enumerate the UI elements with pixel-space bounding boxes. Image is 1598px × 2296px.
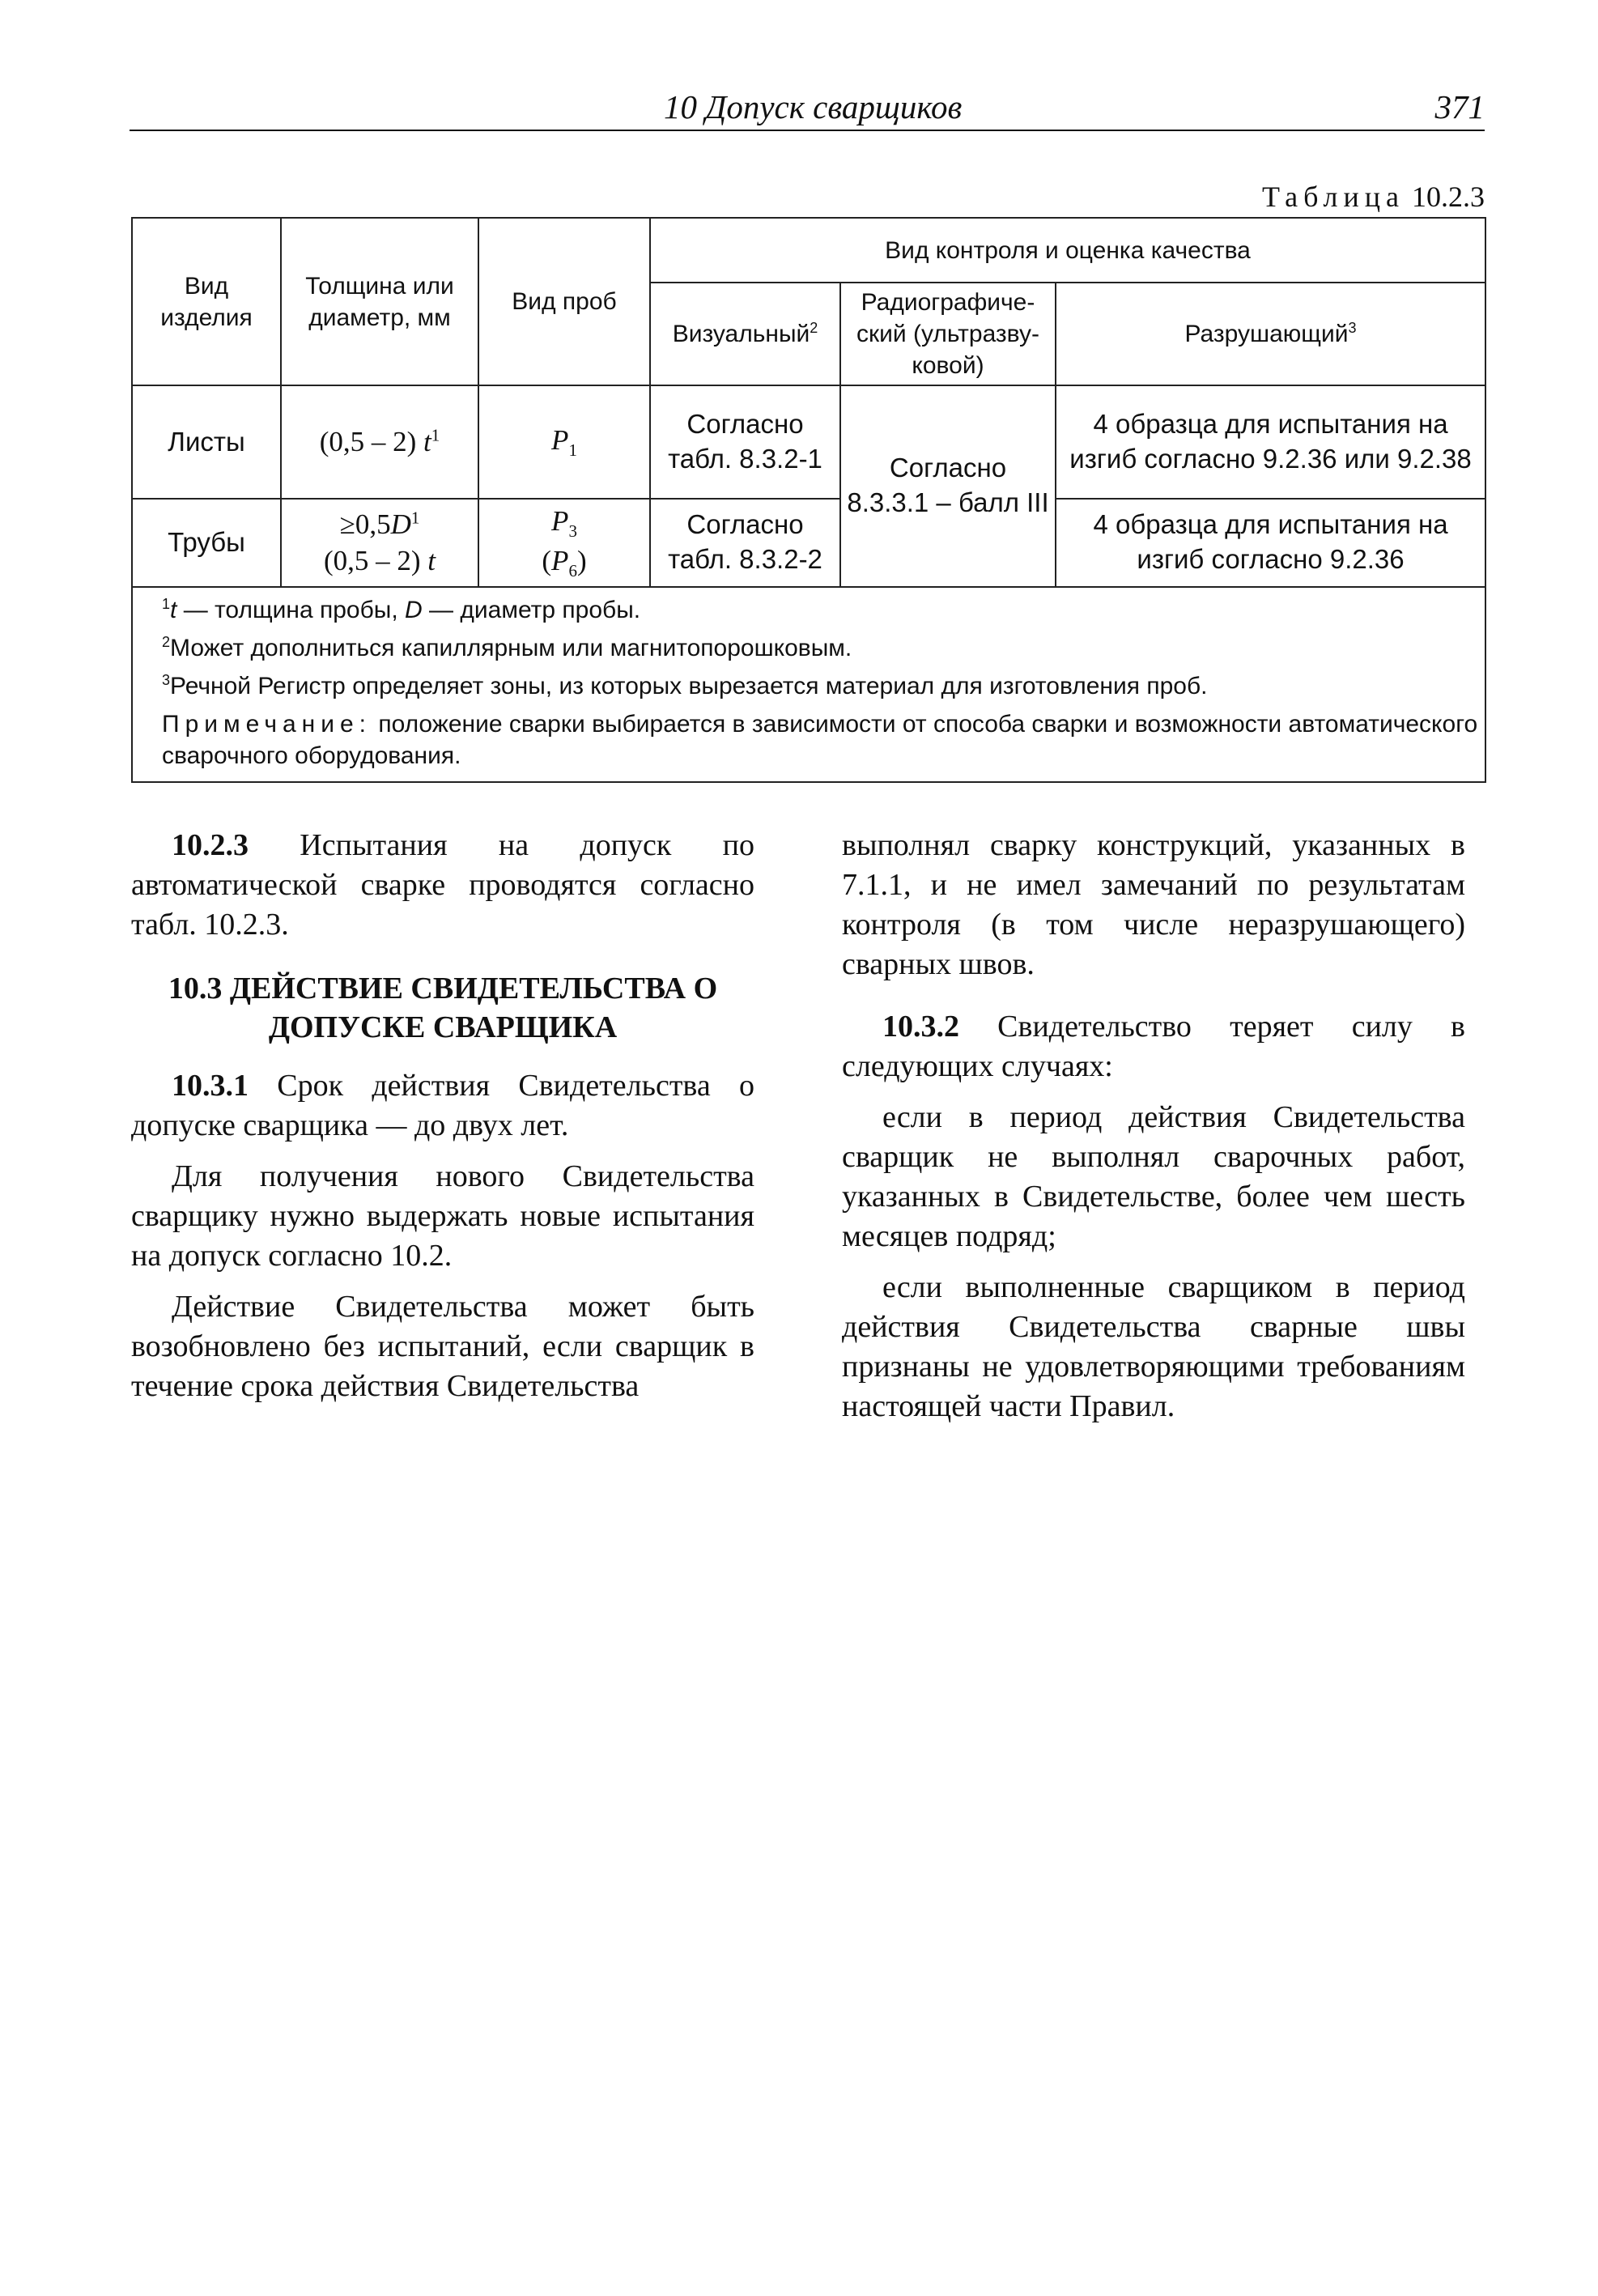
th-inspection-type: Вид контроля и оценка качества <box>650 218 1485 283</box>
right-column <box>842 826 1465 1438</box>
paragraph-continuation: выполнял сварку конструкций, указанных в 7.1.1, и не имел замечаний по результатам контроля (в том числе неразрушающего) сварных швов. <box>842 828 1465 981</box>
cell-pipes-name: Трубы <box>132 499 281 587</box>
table-notes-row <box>132 587 1485 782</box>
table-row-sheets <box>132 385 1485 499</box>
table-remark: Примечание: положение сварки выбирается в зависимости от способа сварки и возможности автоматического сварочного оборудования. <box>162 710 1478 769</box>
paragraph-renewal: Действие Свидетельства может быть возобновлено без испытаний, если сварщик в течение срока действия Свидетельства <box>131 1290 754 1403</box>
cell-pipes-thickness: $\ge 0,5D^1$ (0,5 – 2) t <box>281 499 478 587</box>
cell-pipes-probe: $P_3$ $(P_6)$ <box>478 499 650 587</box>
th-product-type: Вид изделия <box>132 218 281 385</box>
cell-sheets-probe: $P_1$ <box>478 385 650 499</box>
cell-sheets-destructive: 4 образца для испытания на изгиб согласно 9.2.36 или 9.2.38 <box>1056 385 1485 499</box>
table-notes <box>132 587 1485 782</box>
paragraph-new-certificate: Для получения нового Свидетельства сварщику нужно выдержать новые испытания на допуск согласно 10.2. <box>131 1159 754 1273</box>
paragraph-case-2: если выполненные сварщиком в период действия Свидетельства сварные швы признаны не удовлетворяющими требованиям настоящей части Правил. <box>842 1270 1465 1423</box>
th-destructive: Разрушающий$^3$ <box>1056 283 1485 385</box>
th-visual: Визуальный$^2$ <box>650 283 840 385</box>
section-heading-10-3: 10.3 ДЕЙСТВИЕ СВИДЕТЕЛЬСТВА О ДОПУСКЕ СВАРЩИКА <box>168 972 718 1044</box>
th-sample-type: Вид проб <box>478 218 650 385</box>
footnote-3: $^3$Речной Регистр определяет зоны, из которых вырезается материал для изготовления проб. <box>162 671 1208 699</box>
th-thickness: Толщина или диаметр, мм <box>281 218 478 385</box>
running-header <box>130 87 1485 131</box>
table-caption-word: Таблица <box>1262 181 1405 213</box>
page-number: 371 <box>1434 88 1485 125</box>
paragraph-10-3-2: 10.3.2 Свидетельство теряет силу в следующих случаях: <box>842 1010 1465 1083</box>
running-header-title: 10 Допуск сварщиков <box>664 88 963 125</box>
paragraph-10-2-3: 10.2.3 Испытания на допуск по автоматической сварке проводятся согласно табл. 10.2.3. <box>131 828 754 942</box>
qualification-table <box>131 217 1486 783</box>
cell-radiographic-shared: Согласно 8.3.3.1 – балл III <box>840 385 1056 587</box>
table-header-row-1 <box>132 218 1485 283</box>
cell-sheets-thickness: (0,5 – 2) $t^1$ <box>281 385 478 499</box>
table-caption-number: 10.2.3 <box>1412 181 1485 213</box>
left-column <box>131 826 754 1418</box>
cell-sheets-visual: Согласно табл. 8.3.2-1 <box>650 385 840 499</box>
paragraph-10-3-1: 10.3.1 Срок действия Свидетельства о допуске сварщика — до двух лет. <box>131 1069 754 1142</box>
table-caption <box>1262 180 1485 214</box>
paragraph-case-1: если в период действия Свидетельства сварщик не выполнял сварочных работ, указанных в Свидетельстве, более чем шесть месяцев подряд; <box>842 1100 1465 1253</box>
cell-sheets-name: Листы <box>132 385 281 499</box>
footnote-1: $^1$t — толщина пробы, D — диаметр пробы. <box>162 595 641 623</box>
table-row-pipes <box>132 499 1485 587</box>
cell-pipes-visual: Согласно табл. 8.3.2-2 <box>650 499 840 587</box>
cell-pipes-destructive: 4 образца для испытания на изгиб согласно 9.2.36 <box>1056 499 1485 587</box>
th-radiographic: Радиографиче-ский (ультразву-ковой) <box>840 283 1056 385</box>
footnote-2: $^2$Может дополниться капиллярным или магнитопорошковым. <box>162 633 852 661</box>
